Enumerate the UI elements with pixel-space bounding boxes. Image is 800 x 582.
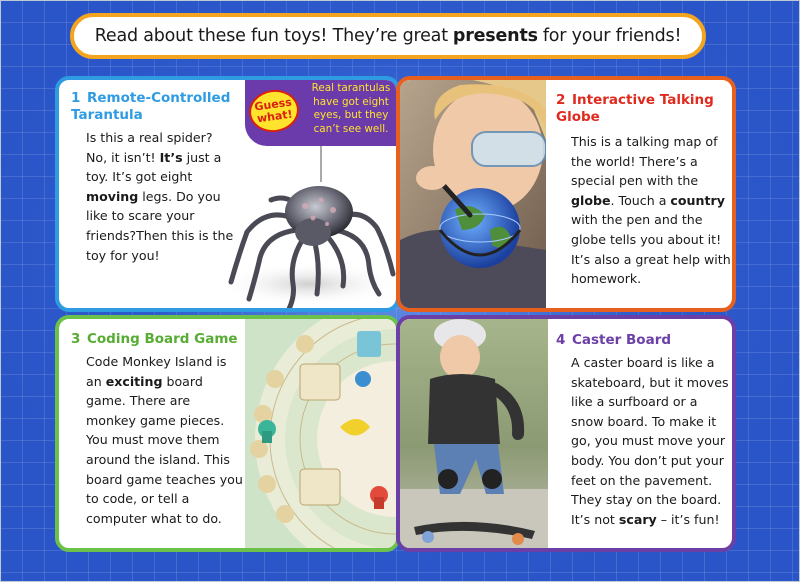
text-run: Code Monkey Island is an: [86, 354, 227, 389]
text-run: just a toy. It’s got eight: [86, 149, 222, 185]
bold-word: country: [670, 192, 725, 208]
card-number: 2: [556, 92, 566, 108]
banner-text-bold: presents: [452, 26, 538, 46]
bold-word: globe: [571, 192, 611, 208]
card-title: [71, 90, 231, 124]
card-title: [71, 331, 251, 348]
banner-text-start: Read about these fun toys! They’re great: [94, 26, 448, 46]
card-title: [556, 332, 726, 349]
bold-word: It’s: [159, 149, 183, 165]
card-title-text: Interactive Talking Globe: [556, 92, 714, 125]
guess-what-bubble: Guess what!: [246, 87, 301, 136]
text-run: legs. Do you like to scare your friends?Then this is the toy for you!: [86, 188, 234, 263]
card-coding-board-game: [55, 315, 400, 552]
board-game-image: [245, 319, 400, 552]
text-run: . Touch a: [610, 192, 671, 208]
card-body: [86, 352, 244, 528]
bold-word: exciting: [105, 373, 163, 389]
text-run: with the pen and the globe tells you about it! It’s also a great help with homework.: [571, 212, 731, 287]
text-run: A caster board is like a skateboard, but it moves like a surfboard or a snow board. To make it go, you must move your body. You don’t put your feet on the pavement. They stay on the board. It’s not: [571, 355, 729, 527]
tarantula-image: [209, 144, 399, 312]
text-run: Is this a real spider? No, it isn’t!: [86, 130, 213, 165]
card-title-text: Coding Board Game: [87, 331, 238, 347]
card-number: 1: [71, 90, 81, 106]
card-number: 4: [556, 332, 566, 348]
card-title-text: Caster Board: [572, 332, 672, 348]
bold-word: scary: [618, 511, 657, 527]
card-body: [571, 353, 731, 529]
banner-text-end: for your friends!: [542, 26, 682, 46]
text-run: board game. There are monkey game pieces. You must move them around the island. This board game teaches you to code, or tell a computer what to do.: [86, 373, 243, 526]
card-number: 3: [71, 331, 81, 347]
guess-what-fact: Real tarantulas have got eight eyes, but they can’t see well.: [311, 82, 391, 135]
caster-board-photo: [400, 319, 548, 552]
globe-photo: [400, 80, 546, 312]
guess-what-panel: [245, 76, 400, 146]
bold-word: moving: [86, 188, 139, 204]
header-banner: [70, 13, 706, 59]
card-tarantula: [55, 76, 400, 312]
card-talking-globe: [396, 76, 736, 312]
text-run: – it’s fun!: [656, 511, 720, 527]
text-run: This is a talking map of the world! There’s a special pen with the: [571, 134, 718, 189]
card-title-text: Remote-Controlled Tarantula: [71, 90, 231, 123]
card-body: [571, 132, 731, 289]
card-caster-board: [396, 315, 736, 552]
card-title: [556, 92, 726, 126]
